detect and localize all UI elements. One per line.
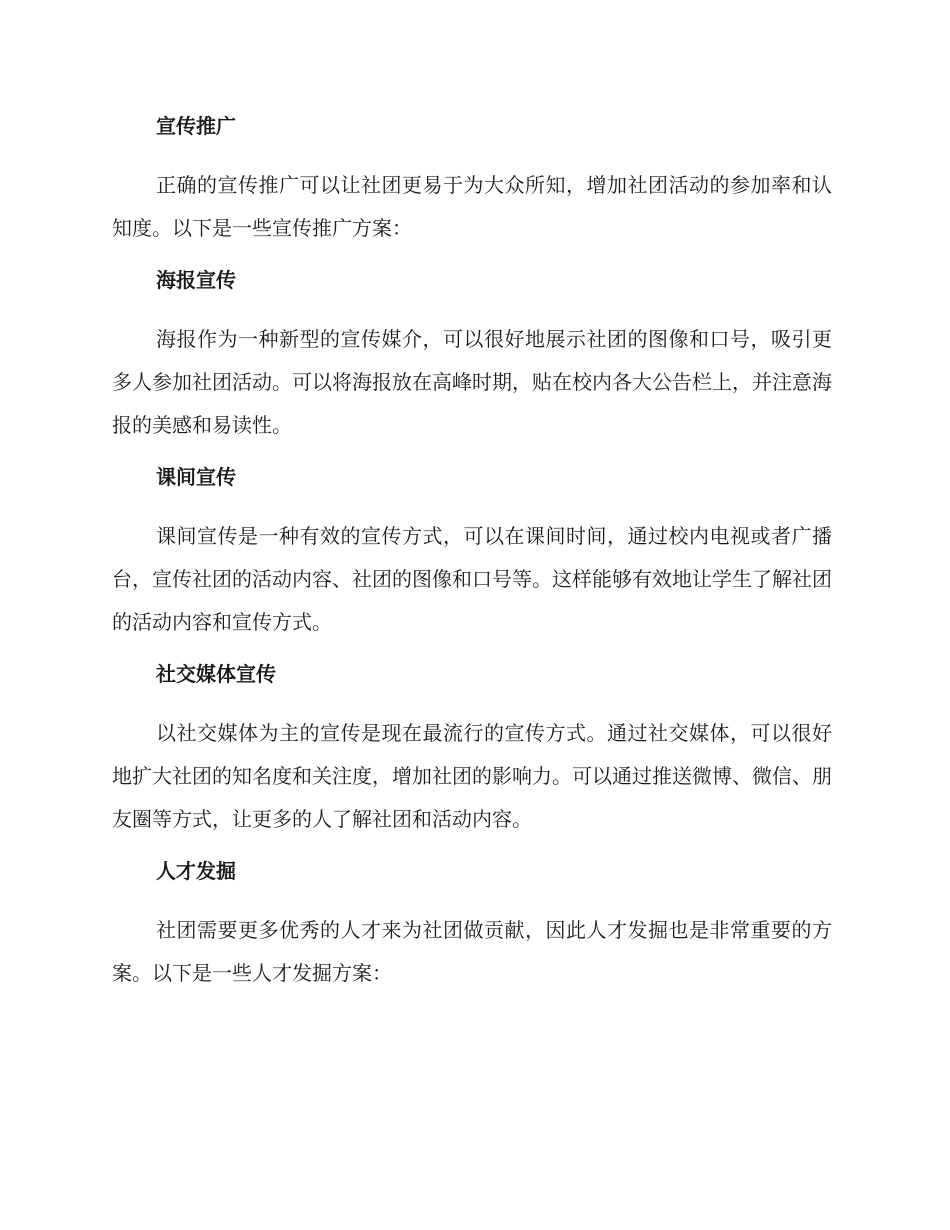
- section-heading-talent: 人才发掘: [156, 859, 236, 883]
- section-heading-break: 课间宣传: [156, 465, 236, 489]
- section-heading-promotion: 宣传推广: [156, 114, 236, 138]
- section-paragraph-social-media: 以社交媒体为主的宣传是现在最流行的宣传方式。通过社交媒体，可以很好地扩大社团的知名度和关注度，增加社团的影响力。可以通过推送微博、微信、朋友圈等方式，让更多的人了解社团和活动内容。: [112, 721, 832, 831]
- document-body: [112, 108, 832, 995]
- section-paragraph-poster: 海报作为一种新型的宣传媒介，可以很好地展示社团的图像和口号，吸引更多人参加社团活动。可以将海报放在高峰时期，贴在校内各大公告栏上，并注意海报的美感和易读性。: [112, 327, 832, 437]
- section-paragraph-break: 课间宣传是一种有效的宣传方式，可以在课间时间，通过校内电视或者广播台，宣传社团的活动内容、社团的图像和口号等。这样能够有效地让学生了解社团的活动内容和宣传方式。: [112, 524, 832, 634]
- section-paragraph-talent: 社团需要更多优秀的人才来为社团做贡献，因此人才发掘也是非常重要的方案。以下是一些人才发掘方案：: [112, 918, 832, 985]
- section-heading-social-media: 社交媒体宣传: [156, 662, 276, 686]
- section-heading-poster: 海报宣传: [156, 268, 236, 292]
- section-paragraph-promotion: 正确的宣传推广可以让社团更易于为大众所知，增加社团活动的参加率和认知度。以下是一些宣传推广方案：: [112, 173, 832, 240]
